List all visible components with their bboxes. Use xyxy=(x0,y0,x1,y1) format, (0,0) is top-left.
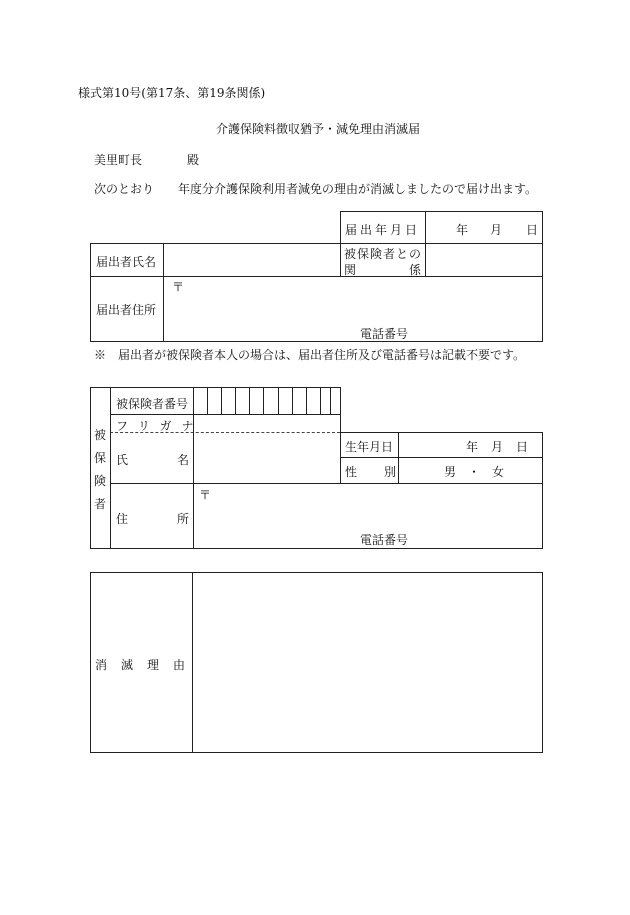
insured-number-field[interactable] xyxy=(194,388,340,414)
relation-field[interactable] xyxy=(427,245,541,274)
insured-name-label-b: 名 xyxy=(177,453,190,467)
insured-name-field[interactable] xyxy=(195,434,339,482)
applicant-address-label: 届出者住所 xyxy=(96,303,157,317)
relation-label-line2b: 係 xyxy=(409,263,422,277)
birth-day-field[interactable]: 日 xyxy=(516,440,529,454)
birth-month-field[interactable]: 月 xyxy=(491,440,504,454)
sex-label-a: 性 xyxy=(345,465,358,479)
date-month-field[interactable]: 月 xyxy=(490,223,503,237)
postal-mark-insured: 〒 xyxy=(199,488,212,502)
applicant-phone-label: 電話番号 xyxy=(360,327,409,341)
honorific: 殿 xyxy=(187,153,200,167)
side-label-2: 保 xyxy=(94,451,107,465)
insured-number-label: 被保険者番号 xyxy=(116,397,189,411)
intro-text: 次のとおり 年度分介護保険利用者減免の理由が消滅しましたので届け出ます。 xyxy=(94,182,538,196)
insured-address-field[interactable] xyxy=(195,485,541,529)
insured-name-label-a: 氏 xyxy=(116,453,129,467)
sex-choice[interactable]: 男 ・ 女 xyxy=(444,465,505,479)
insured-address-label-b: 所 xyxy=(177,512,190,526)
side-label-3: 険 xyxy=(94,474,107,488)
reason-label: 消 滅 理 由 xyxy=(95,658,187,672)
furigana-label: フ リ ガ ナ xyxy=(116,419,197,433)
date-label: 届出年月日 xyxy=(345,223,421,237)
addressee: 美里町長 xyxy=(94,153,143,167)
reason-field[interactable] xyxy=(194,574,541,751)
furigana-field[interactable] xyxy=(195,416,339,431)
insured-phone-label: 電話番号 xyxy=(360,533,409,547)
relation-label-line2a: 関 xyxy=(344,263,357,277)
date-year-field[interactable]: 年 xyxy=(456,223,469,237)
insured-address-label-a: 住 xyxy=(116,512,129,526)
birth-year-field[interactable]: 年 xyxy=(466,440,479,454)
applicant-name-label: 届出者氏名 xyxy=(96,255,157,269)
side-label-1: 被 xyxy=(94,428,107,442)
applicant-address-field[interactable] xyxy=(165,278,541,322)
form-title: 介護保険料徴収猶予・減免理由消滅届 xyxy=(216,122,421,136)
note-text: ※ 届出者が被保険者本人の場合は、届出者住所及び電話番号は記載不要です。 xyxy=(94,348,526,362)
postal-mark: 〒 xyxy=(172,280,185,294)
sex-label-b: 別 xyxy=(384,465,397,479)
applicant-name-field[interactable] xyxy=(165,245,338,274)
date-day-field[interactable]: 日 xyxy=(526,223,539,237)
relation-label-line1: 被保険者との xyxy=(344,247,423,261)
birth-label: 生年月日 xyxy=(345,440,394,454)
side-label-4: 者 xyxy=(94,497,107,511)
form-number: 様式第10号(第17条、第19条関係) xyxy=(78,86,266,100)
